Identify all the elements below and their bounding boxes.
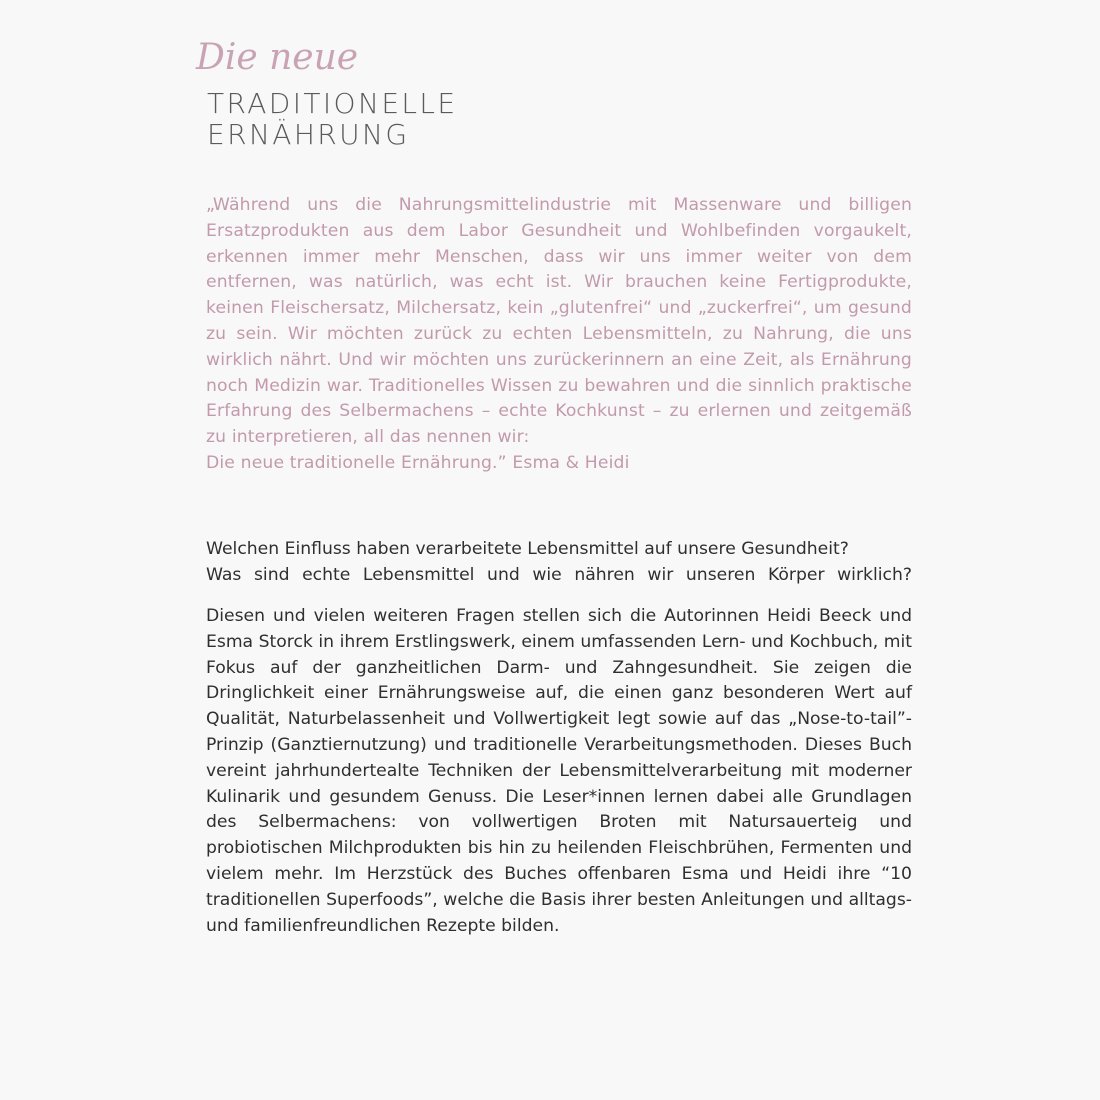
quote-block: [206, 193, 912, 477]
question-2: Was sind echte Lebensmittel und wie nähren wir unseren Körper wirklich?: [206, 564, 912, 585]
title-line-2: ERNÄHRUNG: [207, 118, 410, 151]
script-heading: Die neue: [196, 37, 359, 78]
question-1: Welchen Einfluss haben verarbeitete Lebensmittel auf unsere Gesundheit?: [206, 539, 849, 559]
description-paragraph: Diesen und vielen weiteren Fragen stellen sich die Autorinnen Heidi Beeck und Esma Storck in ihrem Erstlingswerk, einem umfassenden Lern- und Kochbuch, mit Fokus auf der ganzheitlichen Darm- und Zahngesundheit. Sie zeigen die Dringlichkeit einer Ernährungsweise auf, die einen ganz besonderen Wert auf Qualität, Naturbelassenheit und Vollwertigkeit legt sowie auf das „Nose-to-tail”-Prinzip (Ganztiernutzung) und traditionelle Verarbeitungsmethoden. Dieses Buch vereint jahrhundertealte Techniken der Lebensmittelverarbeitung mit moderner Kulinarik und gesundem Genuss. Die Leser*innen lernen dabei alle Grundlagen des Selbermachens: von vollwertigen Broten mit Natursauerteig und probiotischen Milchprodukten bis hin zu heilenden Fleischbrühen, Fermenten und vielem mehr. Im Herzstück des Buches offenbaren Esma und Heidi ihre “10 traditionellen Superfoods”, welche die Basis ihrer besten Anleitungen und alltags- und familienfreundlichen Rezepte bilden.: [206, 606, 912, 936]
title-line-1: TRADITIONELLE: [207, 87, 458, 120]
quote-text: „Während uns die Nahrungsmittelindustrie mit Massenware und billigen Ersatzprodukten aus dem Labor Gesundheit und Wohlbefinden vorgaukelt, erkennen immer mehr Menschen, dass wir uns immer weiter von dem entfernen, was natürlich, was echt ist. Wir brauchen keine Fertigprodukte, keinen Fleischersatz, Milchersatz, kein „glutenfrei“ und „zuckerfrei“, um gesund zu sein. Wir möchten zurück zu echten Lebensmitteln, zu Nahrung, die uns wirklich nährt. Und wir möchten uns zurückerinnern an eine Zeit, als Ernährung noch Medizin war. Traditionelles Wissen zu bewahren und die sinnlich praktische Erfahrung des Selbermachens – echte Kochkunst – zu erlernen und zeitgemäß zu interpretieren, all das nennen wir:: [206, 195, 912, 448]
page-title: [207, 88, 458, 150]
description-block: [206, 604, 912, 939]
questions-block: [206, 537, 912, 589]
quote-closing: Die neue traditionelle Ernährung.” Esma & Heidi: [206, 452, 630, 473]
